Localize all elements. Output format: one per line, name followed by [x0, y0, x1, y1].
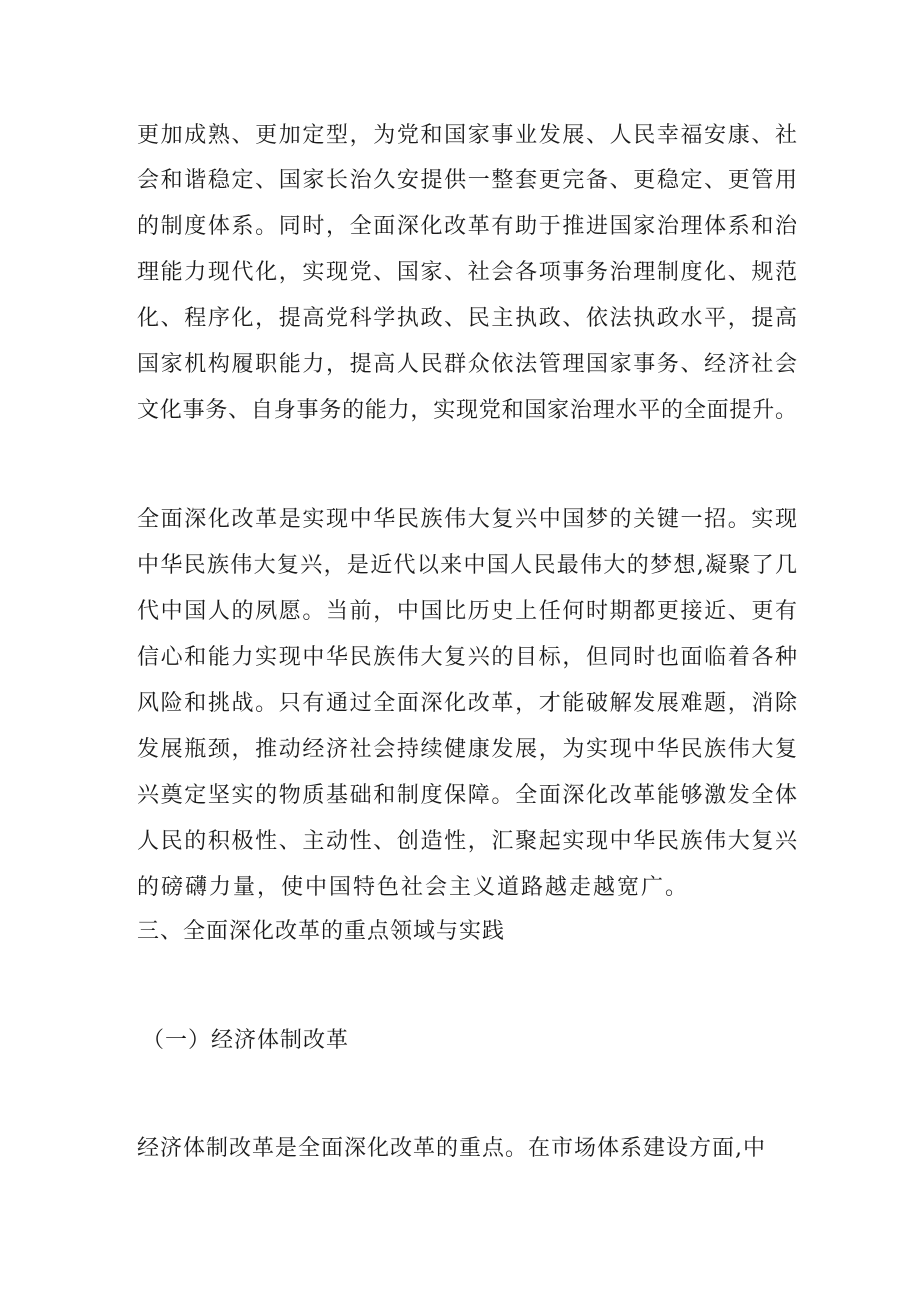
paragraph-1-line: 化、程序化，提高党科学执政、民主执政、依法执政水平，提高 — [137, 306, 797, 331]
paragraph-1-line: 会和谐稳定、国家长治久安提供一整套更完备、更稳定、更管用 — [137, 168, 797, 193]
section-heading: 三、全面深化改革的重点领域与实践 — [137, 919, 506, 944]
paragraph-1-line: 的制度体系。同时，全面深化改革有助于推进国家治理体系和治 — [137, 214, 797, 239]
paragraph-2-line: 代中国人的夙愿。当前，中国比历史上任何时期都更接近、更有 — [137, 599, 797, 624]
paragraph-2-line: 人民的积极性、主动性、创造性，汇聚起实现中华民族伟大复兴 — [137, 829, 797, 854]
paragraph-1-line: 更加成熟、更加定型，为党和国家事业发展、人民幸福安康、社 — [137, 123, 797, 148]
paragraph-2-line: 发展瓶颈，推动经济社会持续健康发展，为实现中华民族伟大复 — [137, 737, 797, 762]
paragraph-3-line: 经济体制改革是全面深化改革的重点。在市场体系建设方面,中 — [137, 1136, 766, 1161]
paragraph-2-line: 全面深化改革是实现中华民族伟大复兴中国梦的关键一招。实现 — [137, 507, 797, 532]
paragraph-2-line: 信心和能力实现中华民族伟大复兴的目标，但同时也面临着各种 — [137, 645, 797, 670]
paragraph-2-line: 的磅礴力量，使中国特色社会主义道路越走越宽广。 — [137, 875, 690, 900]
paragraph-1-line: 文化事务、自身事务的能力，实现党和国家治理水平的全面提升。 — [137, 398, 797, 423]
subsection-heading: （一）经济体制改革 — [142, 1028, 350, 1053]
paragraph-2-line: 兴奠定坚实的物质基础和制度保障。全面深化改革能够激发全体 — [137, 783, 797, 808]
paragraph-1-line: 国家机构履职能力，提高人民群众依法管理国家事务、经济社会 — [137, 352, 797, 377]
paragraph-2-line: 中华民族伟大复兴，是近代以来中国人民最伟大的梦想,凝聚了几 — [137, 553, 797, 578]
paragraph-2-line: 风险和挑战。只有通过全面深化改革，才能破解发展难题，消除 — [137, 691, 797, 716]
paragraph-1-line: 理能力现代化，实现党、国家、社会各项事务治理制度化、规范 — [137, 260, 797, 285]
